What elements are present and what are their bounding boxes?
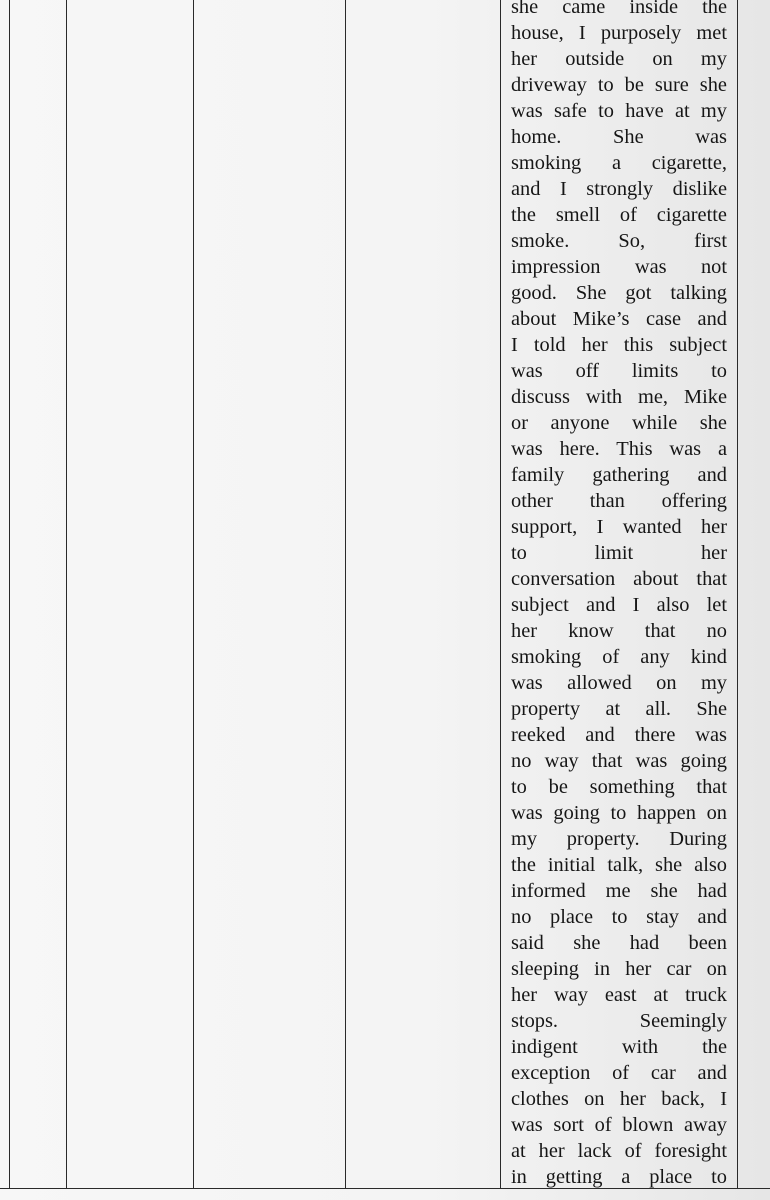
text-line: the initial talk, she also — [511, 854, 727, 876]
text-line: was safe to have at my — [511, 100, 727, 122]
text-line: at her lack of foresight — [511, 1140, 727, 1162]
table-border-right — [737, 0, 738, 1189]
text-line: no place to stay and — [511, 906, 727, 928]
text-line: smoking of any kind — [511, 646, 727, 668]
text-line: was off limits to — [511, 360, 727, 382]
text-line: sleeping in her car on — [511, 958, 727, 980]
table-border-left — [9, 0, 10, 1189]
text-line: other than offering — [511, 490, 727, 512]
text-line: my property. During — [511, 828, 727, 850]
text-line: to be something that — [511, 776, 727, 798]
table-column-divider-4 — [500, 0, 501, 1189]
text-line: her way east at truck — [511, 984, 727, 1006]
text-line: she came inside the — [511, 0, 727, 18]
text-line: was here. This was a — [511, 438, 727, 460]
text-line: or anyone while she — [511, 412, 727, 434]
text-line: was allowed on my — [511, 672, 727, 694]
text-line: good. She got talking — [511, 282, 727, 304]
text-line: said she had been — [511, 932, 727, 954]
text-line: informed me she had — [511, 880, 727, 902]
text-line: house, I purposely met — [511, 22, 727, 44]
text-line: and I strongly dislike — [511, 178, 727, 200]
text-line: conversation about that — [511, 568, 727, 590]
text-line: I told her this subject — [511, 334, 727, 356]
text-line: clothes on her back, I — [511, 1088, 727, 1110]
text-line: indigent with the — [511, 1036, 727, 1058]
text-line: subject and I also let — [511, 594, 727, 616]
table-column-divider-3 — [345, 0, 346, 1189]
text-line: her know that no — [511, 620, 727, 642]
text-line: smoking a cigarette, — [511, 152, 727, 174]
text-line: support, I wanted her — [511, 516, 727, 538]
text-line: stops. Seemingly — [511, 1010, 727, 1032]
text-line: her outside on my — [511, 48, 727, 70]
text-line: in getting a place to — [511, 1166, 727, 1188]
text-line: impression was not — [511, 256, 727, 278]
statement-text-cell — [511, 0, 727, 1190]
text-line: exception of car and — [511, 1062, 727, 1084]
text-line: about Mike’s case and — [511, 308, 727, 330]
text-line: to limit her — [511, 542, 727, 564]
text-line: no way that was going — [511, 750, 727, 772]
text-line: discuss with me, Mike — [511, 386, 727, 408]
text-line: family gathering and — [511, 464, 727, 486]
text-line: reeked and there was — [511, 724, 727, 746]
text-line: the smell of cigarette — [511, 204, 727, 226]
text-line: smoke. So, first — [511, 230, 727, 252]
text-line: property at all. She — [511, 698, 727, 720]
text-line: driveway to be sure she — [511, 74, 727, 96]
table-column-divider-1 — [66, 0, 67, 1189]
text-line: was sort of blown away — [511, 1114, 727, 1136]
text-line: was going to happen on — [511, 802, 727, 824]
text-line: home. She was — [511, 126, 727, 148]
table-column-divider-2 — [193, 0, 194, 1189]
